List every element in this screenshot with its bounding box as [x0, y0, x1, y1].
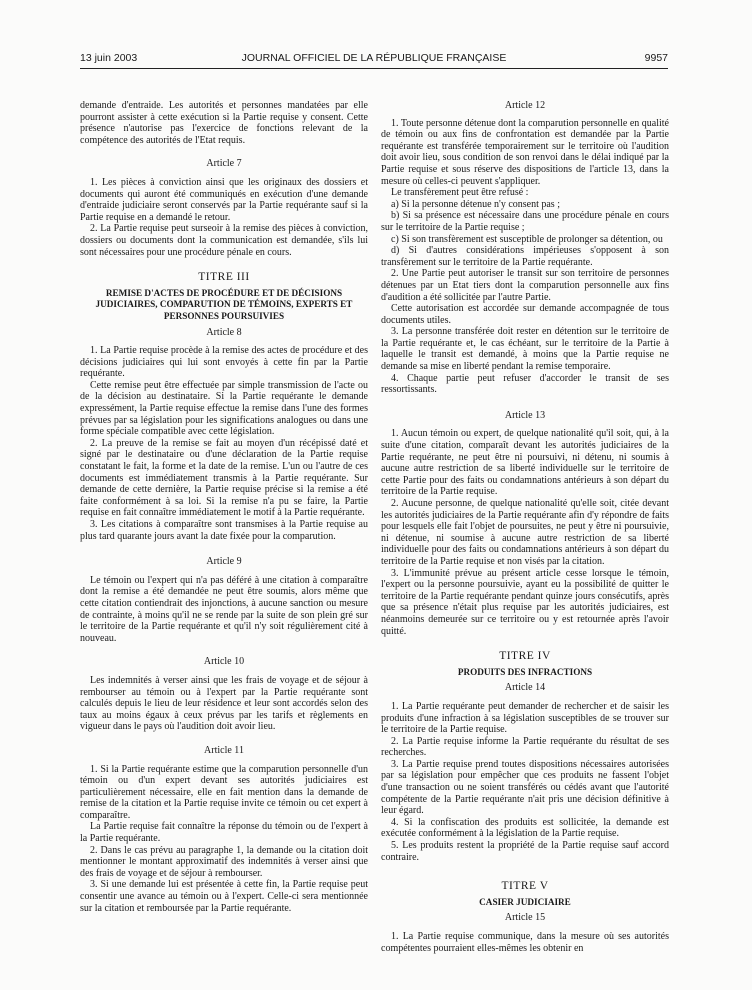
list-item: b) Si sa présence est nécessaire dans une procédure pénale en cours sur le territoire de la Partie requise ; [381, 210, 669, 233]
article-title: Article 9 [206, 556, 242, 568]
header-page-number: 9957 [644, 52, 668, 64]
titre-title: TITRE III [198, 271, 250, 284]
article-title: Article 15 [504, 912, 546, 924]
paragraph: 1. Aucun témoin ou expert, de quelque nationalité qu'il soit, qui, à la suite d'une citation, comparaît devant les autorités judiciaires de la Partie requérante, ne peut être ni poursuivi, ni détenu, ni soumis à aucune autre restriction de sa liberté individuelle sur le territoire de cette Partie pour des faits ou condamnations antérieurs à son départ du territoire de la Partie requise. [381, 428, 669, 498]
paragraph: La Partie requise fait connaître la réponse du témoin ou de l'expert à la Partie requérante. [80, 821, 368, 845]
article-title: Article 10 [203, 656, 245, 668]
paragraph: Le transfèrement peut être refusé : [391, 187, 529, 199]
paragraph: 2. Dans le cas prévu au paragraphe 1, la demande ou la citation doit mentionner le montant approximatif des indemnités à verser ainsi que des frais de voyage et de séjour à rembourser. [80, 844, 368, 879]
paragraph: 1. Toute personne détenue dont la comparution personnelle en qualité de témoin ou aux fins de confrontation est demandée par la Partie requérante est transférée temporairement sur le territoire où l'audition doit avoir lieu, sous condition de son renvoi dans le délai indiqué par la Partie requise et sous réserve des dispositions de l'article 13, dans la mesure où celles-ci peuvent s'appliquer. [381, 117, 669, 187]
paragraph: 1. La Partie requise communique, dans la mesure où ses autorités compétentes pourraient elles-mêmes les obtenir en [381, 931, 669, 954]
left-column [80, 100, 368, 914]
paragraph: 1. Si la Partie requérante estime que la comparution personnelle d'un témoin ou d'un expert devant ses autorités judiciaires est particulièrement nécessaire, elle en fait mention dans la demande de remise de la citation et la Partie requise invite ce témoin ou cet expert à comparaître. [80, 763, 368, 821]
header-journal-title: JOURNAL OFFICIEL DE LA RÉPUBLIQUE FRANÇAISE [241, 52, 507, 64]
paragraph: 1. La Partie requérante peut demander de rechercher et de saisir les produits d'une infraction à sa législation susceptibles de se trouver sur le territoire de la Partie requise. [381, 700, 669, 736]
article-title: Article 11 [204, 744, 244, 756]
paragraph: 3. Si une demande lui est présentée à cette fin, la Partie requise peut consentir une avance au témoin ou à l'expert. Celle-ci sera mentionnée sur la citation et remboursée par la Partie requérante. [80, 879, 368, 914]
article-title: Article 8 [206, 326, 242, 338]
paragraph: 1. La Partie requise procède à la remise des actes de procédure et des décisions judiciaires qui lui sont envoyés à cette fin par la Partie requérante. [80, 345, 368, 380]
paragraph: 4. Chaque partie peut refuser d'accorder le transit de ses ressortissants. [381, 372, 669, 396]
paragraph: Cette remise peut être effectuée par simple transmission de l'acte ou de la décision au destinataire. Si la Partie requérante le demande expressément, la Partie requise effectue la remise dans l'une des formes prévues par sa législation pour les significations analogues ou dans une forme spéciale compatible avec cette législation. [80, 379, 368, 438]
titre-title: TITRE IV [499, 650, 551, 663]
paragraph: 4. Si la confiscation des produits est sollicitée, la demande est exécutée conformément à la législation de la Partie requise. [381, 816, 669, 840]
paragraph: 2. La preuve de la remise se fait au moyen d'un récépissé daté et signé par le destinataire ou d'une déclaration de la Partie requise constatant le fait, la forme et la date de la remise. L'un ou l'autre de ces documents est immédiatement transmis à la Partie requérante. Sur demande de cette dernière, la Partie requise précise si la remise a été faite conformément à sa loi. Si la remise n'a pu se faire, la Partie requise en fait connaître immédiatement le motif à la Partie requérante. [80, 437, 368, 519]
paragraph: 3. La personne transférée doit rester en détention sur le territoire de la Partie requérante et, le cas échéant, sur le territoire de la Partie à laquelle le transit est demandé, à moins que la Partie requise ne demande sa mise en liberté pendant la remise temporaire. [381, 326, 669, 373]
article-title: Article 7 [206, 158, 242, 170]
paragraph: 5. Les produits restent la propriété de la Partie requise sauf accord contraire. [381, 840, 669, 863]
paragraph: 3. La Partie requise prend toutes dispositions nécessaires autorisées par sa législation pour empêcher que ces produits ne fassent l'objet d'une transaction ou ne soient transférés ou cédés avant que l'autorité compétente de la Partie requérante n'ait pris une décision définitive à leur égard. [381, 758, 669, 817]
titre-heading: CASIER JUDICIAIRE [479, 896, 571, 907]
paragraph: demande d'entraide. Les autorités et personnes mandatées par elle pourront assister à cette exécution si la Partie requise y consent. Cette présence n'autorise pas l'exercice de fonctions relevant de la compétence des autorités de l'Etat requis. [80, 100, 368, 146]
article-title: Article 13 [504, 409, 546, 421]
article-title: Article 12 [504, 100, 546, 111]
paragraph: 2. Aucune personne, de quelque nationalité qu'elle soit, citée devant les autorités judiciaires de la Partie requérante afin d'y répondre de faits pour lesquels elle fait l'objet de poursuites, ne peut y être ni poursuivie, ni détenue, ni soumise à aucune autre restriction de sa liberté individuelle pour des faits ou condamnations antérieurs à son départ du territoire de la Partie requise et non visés par la citation. [381, 498, 669, 567]
list-item: a) Si la personne détenue n'y consent pas ; [391, 198, 560, 210]
page-header [80, 52, 668, 68]
list-item: c) Si son transfèrement est susceptible de prolonger sa détention, ou [391, 233, 663, 245]
paragraph: 3. L'immunité prévue au présent article cesse lorsque le témoin, l'expert ou la personne poursuivie, ayant eu la possibilité de quitter le territoire de la Partie requérante pendant quinze jours consécutifs, après que sa présence n'était plus requise par les autorités judiciaires, est néanmoins demeurée sur ce territoire ou y est retournée après l'avoir quitté. [381, 567, 669, 637]
paragraph: 2. La Partie requise informe la Partie requérante du résultat de ses recherches. [381, 735, 669, 759]
right-column [381, 100, 669, 954]
header-rule [80, 68, 668, 69]
paragraph: Le témoin ou l'expert qui n'a pas déféré à une citation à comparaître dont la remise a été demandée ne peut être soumis, alors même que cette citation contiendrait des injonctions, à aucune sanction ou mesure de contrainte, à moins qu'il ne se rende par la suite de son plein gré sur le territoire de la Partie requérante et qu'il n'y soit régulièrement cité à nouveau. [80, 574, 368, 644]
paragraph: 2. La Partie requise peut surseoir à la remise des pièces à conviction, dossiers ou documents dont la communication est demandée, s'ils lui sont nécessaires pour une procédure pénale en cours. [80, 223, 368, 258]
paragraph: Les indemnités à verser ainsi que les frais de voyage et de séjour à rembourser au témoin ou à l'expert par la Partie requérante sont calculés depuis le lieu de leur résidence et leur sont accordés selon des taux au moins égaux à ceux prévus par les tarifs et règlements en vigueur dans le pays où l'audition doit avoir lieu. [80, 674, 368, 733]
list-item: d) Si d'autres considérations impérieuses s'opposent à son transfèrement sur le territoire de la Partie requérante. [381, 245, 669, 268]
titre-heading: REMISE D'ACTES DE PROCÉDURE ET DE DÉCISIONS JUDICIAIRES, COMPARUTION DE TÉMOINS, EXPERTS ET PERSONNES POURSUIVIES [95, 287, 353, 321]
paragraph: 2. Une Partie peut autoriser le transit sur son territoire de personnes détenues par un Etat tiers dont la comparution personnelle aux fins d'audition a été sollicitée par l'autre Partie. [381, 268, 669, 303]
header-date: 13 juin 2003 [80, 52, 138, 64]
paragraph: 1. Les pièces à conviction ainsi que les originaux des dossiers et documents qui auront été communiqués en exécution d'une demande d'entraide judiciaire seront conservés par la Partie requérante sauf si la Partie requise en a demandé le retour. [80, 176, 368, 223]
paragraph: 3. Les citations à comparaître sont transmises à la Partie requise au plus tard quarante jours avant la date fixée pour la comparution. [80, 519, 368, 542]
titre-title: TITRE V [501, 880, 549, 893]
article-title: Article 14 [504, 682, 546, 694]
titre-heading: PRODUITS DES INFRACTIONS [457, 666, 593, 677]
paragraph: Cette autorisation est accordée sur demande accompagnée de tous documents utiles. [381, 303, 669, 326]
